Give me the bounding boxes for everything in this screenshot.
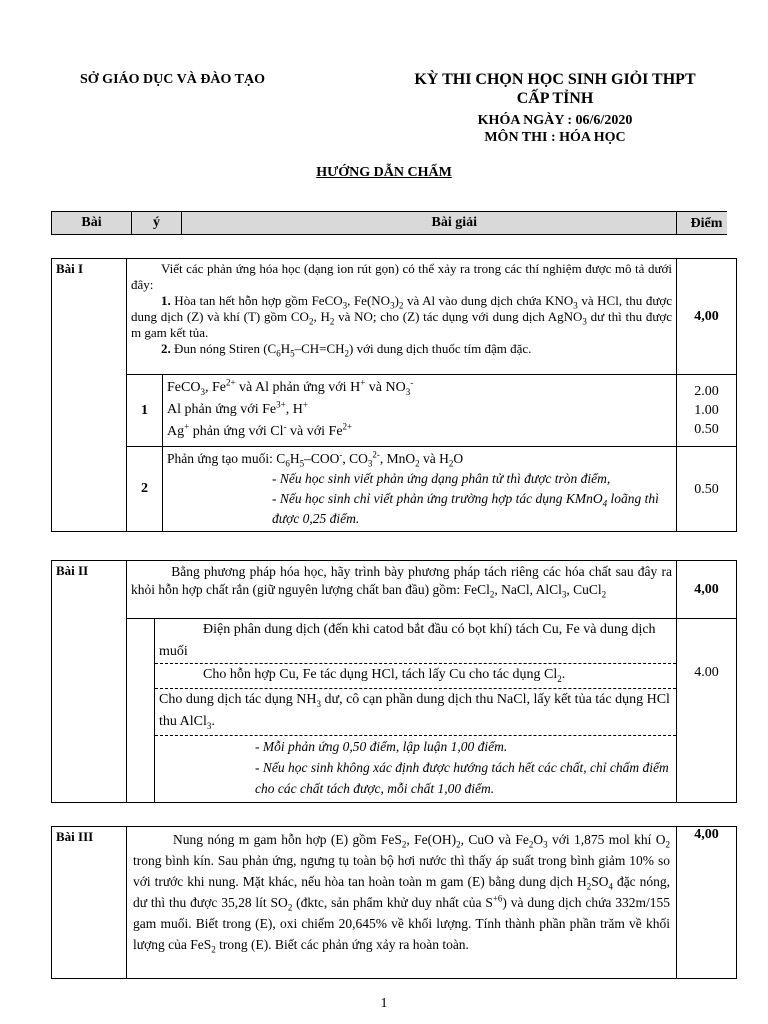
- bai-2-sub-score: 4.00: [677, 619, 737, 803]
- document-title: HƯỚNG DẪN CHẤM: [316, 165, 452, 180]
- bai-2-note-2: - Nếu học sinh không xác định được hướng tách hết các chất, chỉ chấm điểm cho các chất tách được, mỗi chất 1,00 điểm.: [255, 760, 669, 796]
- col-header-bai-giai: Bài giải: [182, 212, 727, 235]
- bai-1-y2-answer: [163, 447, 677, 532]
- bai-3-question: Nung nóng m gam hỗn hợp (E) gồm FeS$_2$, $Fe(OH)_2$, CuO và $Fe_2O_3$ với 1,875 mol khí $O_2$ trong bình kín. Sau phản ứng, ngưng tụ toàn bộ hơi nước thì thấy áp suất trong bình giảm 10% so với trước khi nung. Mặt khác, nếu hòa tan hoàn toàn m gam (E) bằng dung dịch $H_2SO_4$ đặc nóng, dư thì thu được 35,28 lít $SO_2$ (đktc, sản phẩm khử duy nhất của $S^{+6}$) và dung dịch chứa 332m/155 gam muối. Biết trong (E), oxi chiếm 20,645% về khối lượng. Tính thành phần phần trăm về khối lượng của FeS$_2$ trong (E). Biết các phản ứng xảy ra hoàn toàn.: [127, 827, 677, 979]
- col-header-diem: Điểm: [676, 212, 736, 235]
- bai-2-step-3: Cho dung dịch tác dụng $NH_3$ dư, cô cạn phần dung dịch thu NaCl, lấy kết tủa tác dụng HCl thu AlCl$_3$.: [155, 689, 676, 736]
- bai-2-step-2: Cho hỗn hợp Cu, Fe tác dụng HCl, tách lấy Cu cho tác dụng $Cl_2$.: [155, 664, 676, 689]
- bai-1-y1: 1: [127, 375, 163, 447]
- exam-subject: MÔN THI : HÓA HỌC: [484, 130, 626, 145]
- bai-2-note-1: - Mỗi phản ứng 0,50 điểm, lập luận 1,00 điểm.: [255, 739, 508, 754]
- bai-2-notes: [155, 736, 676, 799]
- bai-1-y1-line-2: Al phản ứng với $Fe^{3+}$, H+: [167, 399, 308, 417]
- bai-2-question: Bằng phương pháp hóa học, hãy trình bày phương pháp tách riêng các hóa chất sau đây ra khỏi hỗn hợp chất rắn (giữ nguyên lượng chất ban đầu) gồm: FeCl$_2$, NaCl, AlCl$_3$, CuCl$_2$: [127, 561, 677, 619]
- bai-2-score: 4,00: [677, 561, 737, 619]
- exam-title-line-2: CẤP TỈNH: [516, 90, 594, 107]
- col-header-bai: Bài: [52, 212, 132, 235]
- bai-1-table: [51, 258, 737, 532]
- bai-2-steps: [155, 619, 677, 803]
- bai-1-y2: 2: [127, 447, 163, 532]
- bai-1-y1-score-1: 2.00: [694, 384, 719, 399]
- bai-1-score: 4,00: [677, 259, 737, 375]
- bai-1-y2-note-2: - Nếu học sinh chỉ viết phản ứng trường hợp tác dụng KMnO$_4$ loãng thì được 0,25 điểm.: [272, 491, 659, 526]
- bai-1-y1-line-3: Ag+ phản ứng với Cl- và với $Fe^{2+}$: [167, 421, 353, 439]
- bai-1-y1-scores: [677, 375, 737, 447]
- bai-1-y2-note-1: - Nếu học sinh viết phản ứng dạng phân tử thì được tròn điểm,: [272, 471, 611, 486]
- bai-1-label: Bài I: [52, 259, 127, 375]
- department-name: SỞ GIÁO DỤC VÀ ĐÀO TẠO: [80, 72, 266, 87]
- exam-title: [370, 70, 740, 108]
- bai-1-q2: 2. Đun nóng Stiren $(C_6H_5-CH=CH_2)$ với dung dịch thuốc tím đậm đặc.: [161, 341, 532, 359]
- bai-2-table: [51, 560, 737, 803]
- bai-2-label: Bài II: [52, 561, 127, 619]
- exam-title-line-1: KỲ THI CHỌN HỌC SINH GIỎI THPT: [414, 71, 696, 88]
- bai-3-score: 4,00: [677, 827, 737, 979]
- bai-1-q1: 1. Hòa tan hết hỗn hợp gồm FeCO$_3$, $Fe(NO_3)_2$ và Al vào dung dịch chứa $KNO_3$ và HCl, thu được dung dịch (Z) và khí (T) gồm $CO_2$, $H_2$ và NO; cho (Z) tác dụng với dung dịch AgNO$_3$ dư thì thu được m gam kết tủa.: [131, 293, 673, 340]
- column-header-table: [51, 211, 737, 235]
- exam-date: KHÓA NGÀY : 06/6/2020: [477, 113, 633, 128]
- bai-1-intro: Viết các phản ứng hóa học (dạng ion rút gọn) có thể xảy ra trong các thí nghiệm được mô tả dưới đây:: [131, 261, 673, 292]
- bai-3-table: [51, 826, 737, 979]
- page-number: 1: [380, 996, 388, 1011]
- bai-3-label: Bài III: [52, 827, 127, 979]
- bai-1-question: [127, 259, 677, 375]
- bai-1-y1-line-1: FeCO$_3$, $Fe^{2+}$ và Al phản ứng với H+ và $NO_3^-$: [167, 377, 414, 397]
- bai-1-y1-score-3: 0.50: [694, 422, 719, 437]
- bai-2-step-1: Điện phân dung dịch (đến khi catod bắt đầu có bọt khí) tách Cu, Fe và dung dịch muối: [155, 619, 676, 664]
- col-header-y: ý: [132, 212, 182, 235]
- exam-meta: [370, 112, 740, 146]
- bai-1-y1-score-2: 1.00: [694, 403, 719, 418]
- bai-1-y2-score: 0.50: [677, 447, 737, 532]
- bai-1-y2-line: Phản ứng tạo muối: $C_6H_5-COO^-$, $CO_3^{2-}$, MnO$_2$ và $H_2O$: [167, 449, 464, 469]
- bai-1-y1-answer: [163, 375, 677, 447]
